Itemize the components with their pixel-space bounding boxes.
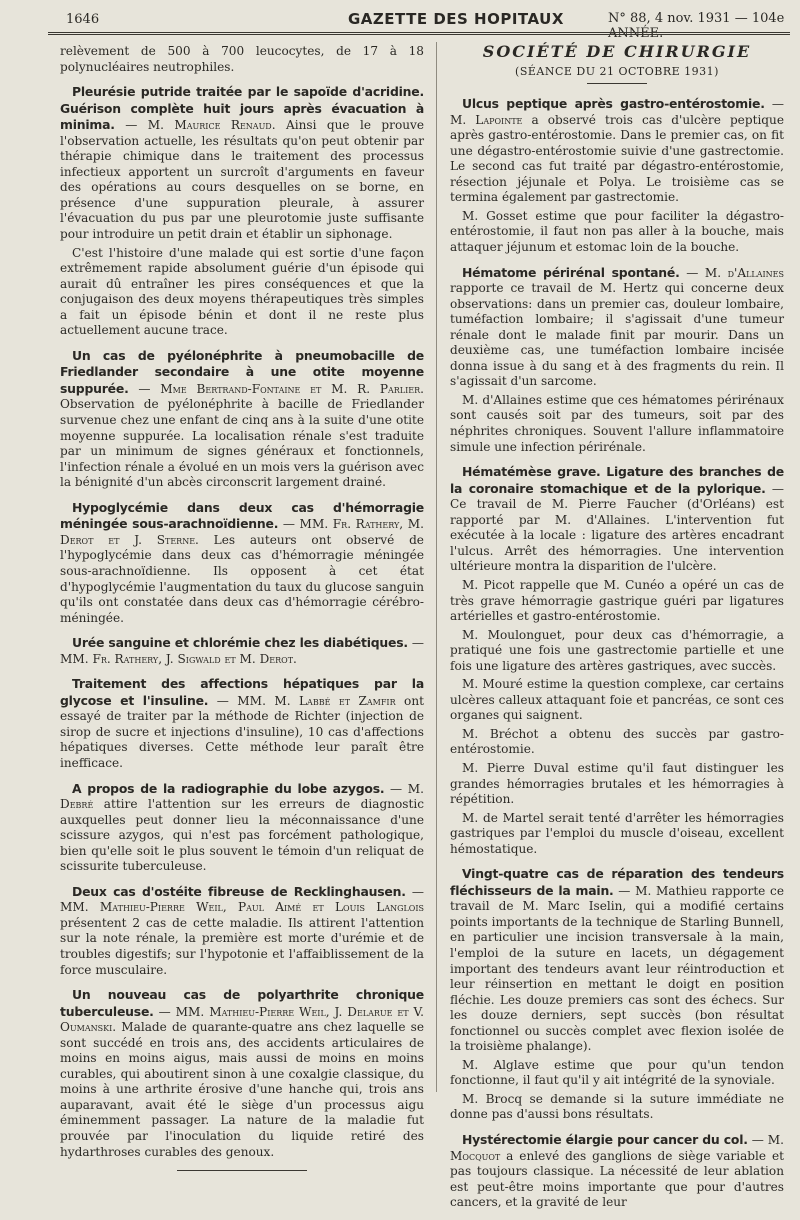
issue-info: N° 88, 4 nov. 1931 — 104e ANNÉE. bbox=[608, 11, 785, 41]
page-number: 1646 bbox=[66, 12, 100, 27]
article-ulcus-peptique bbox=[450, 96, 784, 255]
article-title: A propos de la radiographie du lobe azygos. bbox=[72, 780, 385, 796]
article-title: Traitement des affections hépatiques par la glycose et l'insuline. bbox=[60, 676, 424, 708]
section-subtitle: (SÉANCE DU 21 OCTOBRE 1931) bbox=[515, 64, 719, 78]
article-hematome bbox=[450, 265, 784, 456]
article-body: M. Brocq se demande si la suture immédiate ne donne pas d'aussi bons résultats. bbox=[450, 1091, 784, 1122]
article-title: Un nouveau cas de polyarthrite chronique tuberculeuse. bbox=[60, 987, 424, 1019]
article-title: Un cas de pyélonéphrite à pneumobacille de Friedlander secondaire à une otite moyenne suppurée. bbox=[60, 347, 424, 396]
article-author: — Ce travail de M. Pierre Faucher (d'Orléans) est rapporté par M. d'Allaines. bbox=[450, 481, 784, 527]
article-author: — M. Maurice Renaud. bbox=[125, 118, 276, 133]
article-author: — MM. Fr. Rathery, M. Derot et J. Sterne. bbox=[60, 517, 424, 547]
article-polyarthrite bbox=[60, 987, 424, 1160]
article-title: Ulcus peptique après gastro-entérostomie. bbox=[462, 96, 765, 112]
article-body: rapporte ce travail de M. Hertz qui concerne deux observations: dans un premier cas, douleur lombaire, tuméfaction lombaire; il s'agissait d'une tumeur rénale dont le malade finit par mourir. Dans un deuxième cas, une tuméfaction lombaire incisée donna issue à du sang et à des fragments du rein. Il s'agissait d'un sarcome. bbox=[450, 281, 784, 389]
article-title: Pleurésie putride traitée par le sapoïde d'acridine. Guérison complète huit jours après évacuation à minima. bbox=[60, 84, 424, 133]
article-body: a enlevé des ganglions de siège variable et pas toujours classique. La nécessité de leur ablation est peut-être moins importante que pour d'autres cancers, et la gravité de leur bbox=[450, 1148, 784, 1210]
article-body: ont essayé de traiter par la méthode de Richter (injection de sirop de sucre et injections d'insuline), 10 cas d'affections hépatiques diverses. Cette méthode leur paraît être inefficace. bbox=[60, 693, 424, 770]
left-column bbox=[60, 44, 424, 1171]
article-hypoglycemie bbox=[60, 500, 424, 626]
article-body: M. Pierre Duval estime qu'il faut distinguer les grandes hémorragies brutales et les hémorragies à répétition. bbox=[450, 760, 784, 807]
article-author: — M. Mathieu rapporte ce travail de M. Marc Iselin, bbox=[450, 883, 784, 914]
article-body: a observé trois cas d'ulcère peptique après gastro-entérostomie. Dans le premier cas, on fit une dégastro-entérostomie suivie d'une gastrectomie. Le second cas fut traité par dégastro-entérostomie, résection jéjunale et Polya. Le troisième cas se termina également par gastrectomie. bbox=[450, 112, 784, 205]
article-title: Hypoglycémie dans deux cas d'hémorragie méningée sous-arachnoïdienne. bbox=[60, 499, 424, 532]
article-author: — M. Mocquot bbox=[450, 1133, 784, 1163]
intro-text: relèvement de 500 à 700 leucocytes, de 17 à 18 polynucléaires neutrophiles. bbox=[60, 44, 424, 74]
article-body: C'est l'histoire d'une malade qui est sortie d'une façon extrêmement rapide absolument guérie d'un épisode qui aurait dû entraîner les pires conséquences et que la conjugaison des deux moyens thérapeutiques très simples a fait un épisode bénin et dont il ne reste plus actuellement aucune trace. bbox=[60, 245, 424, 338]
journal-title: GAZETTE DES HOPITAUX bbox=[348, 10, 564, 28]
header-rule bbox=[48, 32, 790, 35]
article-title: Hystérectomie élargie pour cancer du col. bbox=[462, 1132, 748, 1147]
column-separator bbox=[436, 42, 437, 1092]
article-body: attire l'attention sur les erreurs de diagnostic auxquelles peut donner lieu la méconnaissance d'une scissure azygos, qui n'est pas forcément pathologique, bien qu'elle soit le plus souvent le témoin d'un reliquat de scissurite tuberculeuse. bbox=[60, 797, 424, 874]
article-body: M. Gosset estime que pour faciliter la dégastro-entérostomie, il faut non pas aller à la bouche, mais attaquer jéjunum et estomac loin de la bouche. bbox=[450, 208, 784, 255]
article-title: Urée sanguine et chlorémie chez les diabétiques. bbox=[72, 635, 408, 651]
article-tendeurs bbox=[450, 866, 784, 1123]
article-body: Ainsi que le prouve l'observation actuelle, les résultats qu'on peut obtenir par thérapie chimique dans le traitement des processus infectieux apportent un surcroît d'arguments en faveur des opérations au cours desquelles on se borne, en présence d'une suppuration pleurale, à assurer l'évacuation du pus par une pleurotomie juste suffisante pour introduire un petit drain et établir un siphonage. bbox=[60, 118, 424, 242]
article-body: Malade de quarante-quatre ans chez laquelle se sont succédé en trois ans, des accidents articulaires de moins en moins aigus, mais aussi de moins en moins curables, qui aboutirent sinon à une coxalgie classique, du moins à une arthrite érosive d'une hanche qui, trois ans auparavant, avait été le siège d'un processus aigu éminemment passager. La nature de la maladie fut prouvée par l'inoculation du liquide retiré des hydarthroses curables des genoux. bbox=[60, 1020, 424, 1159]
right-column bbox=[450, 44, 784, 1220]
article-title: Vingt-quatre cas de réparation des tendeurs fléchisseurs de la main. bbox=[450, 866, 784, 898]
article-body: M. de Martel serait tenté d'arrêter les hémorragies gastriques par l'emploi du muscle d'oiseau, excellent hémostatique. bbox=[450, 810, 784, 856]
article-title: Hématome périrénal spontané. bbox=[462, 264, 680, 280]
article-body: M. d'Allaines estime que ces hématomes périrénaux sont causés soit par des tumeurs, soit par des néphrites chroniques. Souvent l'allure inflammatoire simule une infection périrénale. bbox=[450, 392, 784, 454]
article-author: — MM. Mathieu-Pierre Weil, J. Delarue et V. Oumanski. bbox=[60, 1004, 424, 1035]
page-header bbox=[48, 8, 788, 41]
end-rule bbox=[177, 1170, 307, 1171]
article-pleuresie bbox=[60, 84, 424, 339]
article-author: — MM. Mathieu-Pierre Weil, Paul Aimé et Louis Langlois bbox=[60, 884, 424, 915]
article-body: M. Mouré estime la question complexe, car certains ulcères calleux attaquant foie et pancréas, ce sont ces organes qui saignent. bbox=[450, 677, 784, 723]
article-pyelonephrite bbox=[60, 348, 424, 491]
article-title: Deux cas d'ostéite fibreuse de Recklinghausen. bbox=[72, 883, 406, 899]
article-body: M. Bréchot a obtenu des succès par gastro-entérostomie. bbox=[450, 726, 784, 757]
article-author: — M. d'Allaines bbox=[686, 265, 784, 280]
article-hysterectomie bbox=[450, 1132, 784, 1211]
article-body: M. Moulonguet, pour deux cas d'hémorragie, a pratiqué une fois une gastrectomie partielle et une fois une ligature des artères gastriques, avec succès. bbox=[450, 627, 784, 673]
article-body: L'intervention fut exécutée à la locale : ligature des artères encadrant l'ulcus. Arrêt des hémorragies. Une intervention ultérieure montra la disparition de l'ulcère. bbox=[450, 512, 784, 574]
article-body: M. Picot rappelle que M. Cunéo a opéré un cas de très grave hémorragie gastrique guéri par ligatures artérielles et gastro-entérostomie. bbox=[450, 577, 784, 624]
article-body: qui a modifié certains points importants de la technique de Starling Bunnell, en particulier une incision transversale à la main, l'emploi de la suture en lacets, un dégagement important des tendeurs avant leur réintroduction et leur réinsertion en mettant le doigt en position fléchie. Les douze premiers cas sont des échecs. Sur les douze derniers, sept succès (bon résultat fonctionnel ou succès complet avec flexion isolée de la troisième phalange). bbox=[450, 899, 784, 1054]
section-title: SOCIÉTÉ DE CHIRURGIE bbox=[482, 42, 752, 61]
article-author: — MM. M. Labbé et Zamfir bbox=[216, 693, 396, 708]
article-author: — Mme Bertrand-Fontaine et M. R. Parlier. bbox=[138, 381, 424, 396]
article-osteite bbox=[60, 884, 424, 978]
article-body: présentent 2 cas de cette maladie. Ils attirent l'attention sur la note rénale, la première est morte d'urémie et de troubles digestifs; sur l'hypotonie et l'affaiblissement de la force musculaire. bbox=[60, 915, 424, 977]
article-title: Hématémèse grave. Ligature des branches de la coronaire stomachique et de la pylorique. bbox=[450, 464, 784, 496]
article-affections-hepatiques bbox=[60, 676, 424, 771]
article-body: Les auteurs ont observé de l'hypoglycémie dans deux cas d'hémorragie méningée sous-arachnoïdienne. Ils opposent à cet état d'hypoglycémie l'augmentation du taux du glucose sanguin qu'ils ont constatée dans deux cas d'hémorragie cérébro-méningée. bbox=[60, 532, 424, 625]
article-lobe-azygos bbox=[60, 781, 424, 875]
article-uree bbox=[60, 635, 424, 667]
article-author: — MM. Fr. Rathery, J. Sigwald et M. Derot. bbox=[60, 636, 424, 666]
article-body: Observation de pyélonéphrite à bacille de Friedlander survenue chez une enfant de cinq ans à la suite d'une otite moyenne suppurée. La localisation rénale s'est traduite par un minimum de signes généraux et fonctionnels, l'infection rénale a évolué en un mois vers la guérison avec la bénignité d'un abcès circonscrit largement drainé. bbox=[60, 397, 424, 490]
article-author: — M. Debré bbox=[60, 781, 424, 812]
article-author: — M. Lapointe bbox=[450, 97, 784, 127]
article-body: M. Alglave estime que pour qu'un tendon fonctionne, il faut qu'il y ait intégrité de la synoviale. bbox=[450, 1057, 784, 1088]
article-hematemese bbox=[450, 464, 784, 857]
section-rule bbox=[587, 83, 647, 84]
